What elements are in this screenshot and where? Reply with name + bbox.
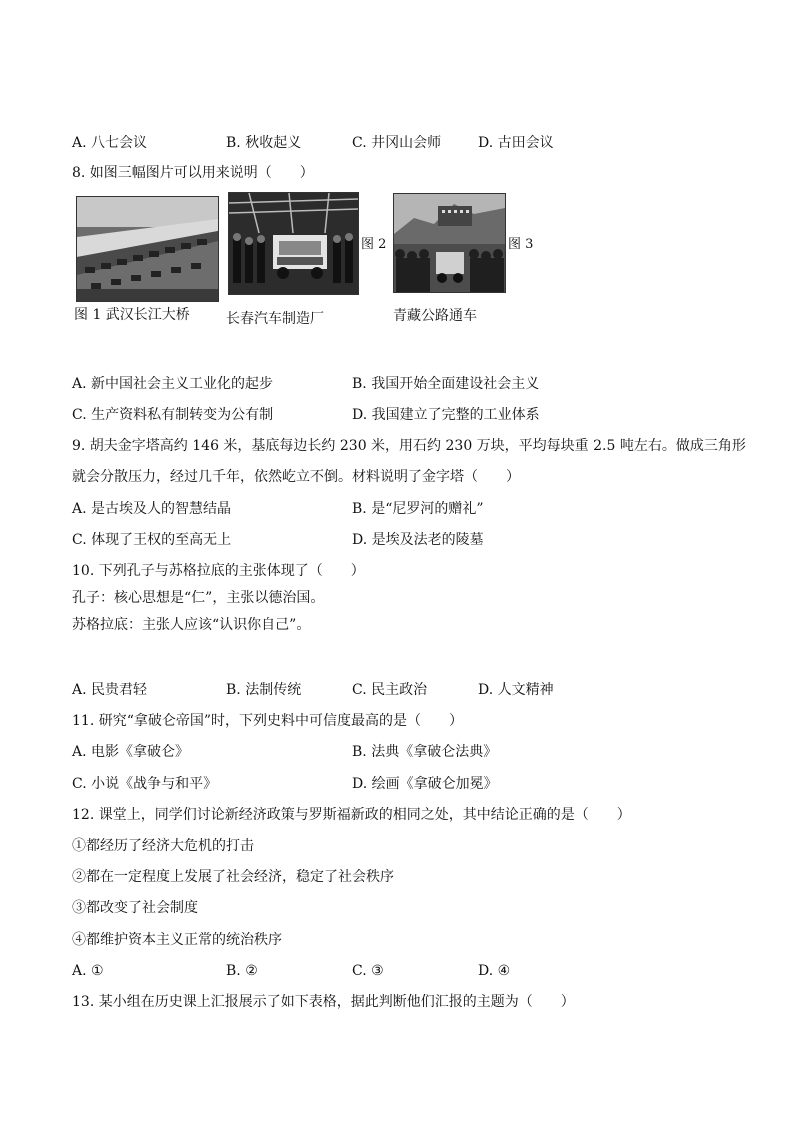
- wuhan-bridge-photo: [76, 196, 219, 302]
- figure-3-label: 图 3: [508, 237, 534, 252]
- q12-option-b: B. ②: [226, 963, 258, 979]
- q9-option-a: A. 是古埃及人的智慧结晶: [72, 501, 232, 517]
- q7-option-d: D. 古田会议: [478, 135, 554, 151]
- q9-option-b: B. 是“尼罗河的赠礼”: [352, 501, 484, 517]
- figure-2-label: 图 2: [361, 237, 387, 252]
- q11-option-b: B. 法典《拿破仑法典》: [352, 744, 498, 760]
- q7-option-a: A. 八七会议: [72, 135, 148, 151]
- q8-option-b: B. 我国开始全面建设社会主义: [352, 376, 540, 392]
- q10-material-line1: 孔子：核心思想是“仁”，主张以德治国。: [72, 590, 325, 606]
- q12-stem: 12. 课堂上，同学们讨论新经济政策与罗斯福新政的相同之处，其中结论正确的是（ ）: [72, 807, 631, 823]
- changchun-factory-photo: [228, 192, 359, 295]
- q8-option-d: D. 我国建立了完整的工业体系: [352, 407, 540, 423]
- q12-item-2: ②都在一定程度上发展了社会经济，稳定了社会秩序: [72, 869, 394, 885]
- figure-1-caption: 图 1 武汉长江大桥: [74, 307, 190, 323]
- q11-option-d: D. 绘画《拿破仑加冕》: [352, 776, 498, 792]
- q9-stem-line2: 就会分散压力，经过几千年，依然屹立不倒。材料说明了金字塔（ ）: [72, 469, 520, 485]
- q8-option-c: C. 生产资料私有制转变为公有制: [72, 407, 274, 423]
- q12-item-4: ④都维护资本主义正常的统治秩序: [72, 932, 282, 948]
- q9-option-c: C. 体现了王权的至高无上: [72, 532, 232, 548]
- q12-option-c: C. ③: [352, 963, 384, 979]
- q10-option-b: B. 法制传统: [226, 682, 302, 698]
- q12-option-a: A. ①: [72, 963, 104, 979]
- figure-2-caption: 长春汽车制造厂: [226, 311, 324, 327]
- q10-option-a: A. 民贵君轻: [72, 682, 148, 698]
- q7-option-b: B. 秋收起义: [226, 135, 302, 151]
- q10-material-line2: 苏格拉底：主张人应该“认识你自己”。: [72, 617, 311, 633]
- bridge-image-icon: [77, 197, 218, 301]
- factory-image-icon: [229, 193, 358, 294]
- q12-option-d: D. ④: [478, 963, 511, 979]
- q11-option-c: C. 小说《战争与和平》: [72, 776, 218, 792]
- q9-option-d: D. 是埃及法老的陵墓: [352, 532, 484, 548]
- q7-option-c: C. 井冈山会师: [352, 135, 442, 151]
- q12-item-3: ③都改变了社会制度: [72, 900, 198, 916]
- figure-3-caption: 青藏公路通车: [393, 308, 477, 324]
- q8-stem: 8. 如图三幅图片可以用来说明（ ）: [72, 165, 314, 181]
- q12-item-1: ①都经历了经济大危机的打击: [72, 838, 254, 854]
- q8-option-a: A. 新中国社会主义工业化的起步: [72, 376, 274, 392]
- q9-stem-line1: 9. 胡夫金字塔高约 146 米，基底每边长约 230 米，用石约 230 万块，平均每块重 2.5 吨左右。做成三角形: [72, 438, 746, 454]
- q13-stem: 13. 某小组在历史课上汇报展示了如下表格，据此判断他们汇报的主题为（ ）: [72, 994, 575, 1010]
- potala-image-icon: [394, 194, 505, 292]
- q10-option-d: D. 人文精神: [478, 682, 554, 698]
- q11-stem: 11. 研究“拿破仑帝国”时，下列史料中可信度最高的是（ ）: [72, 713, 464, 729]
- q10-stem: 10. 下列孔子与苏格拉底的主张体现了（ ）: [72, 563, 365, 579]
- q10-option-c: C. 民主政治: [352, 682, 428, 698]
- qinghai-tibet-road-photo: [393, 193, 506, 293]
- q11-option-a: A. 电影《拿破仑》: [72, 744, 190, 760]
